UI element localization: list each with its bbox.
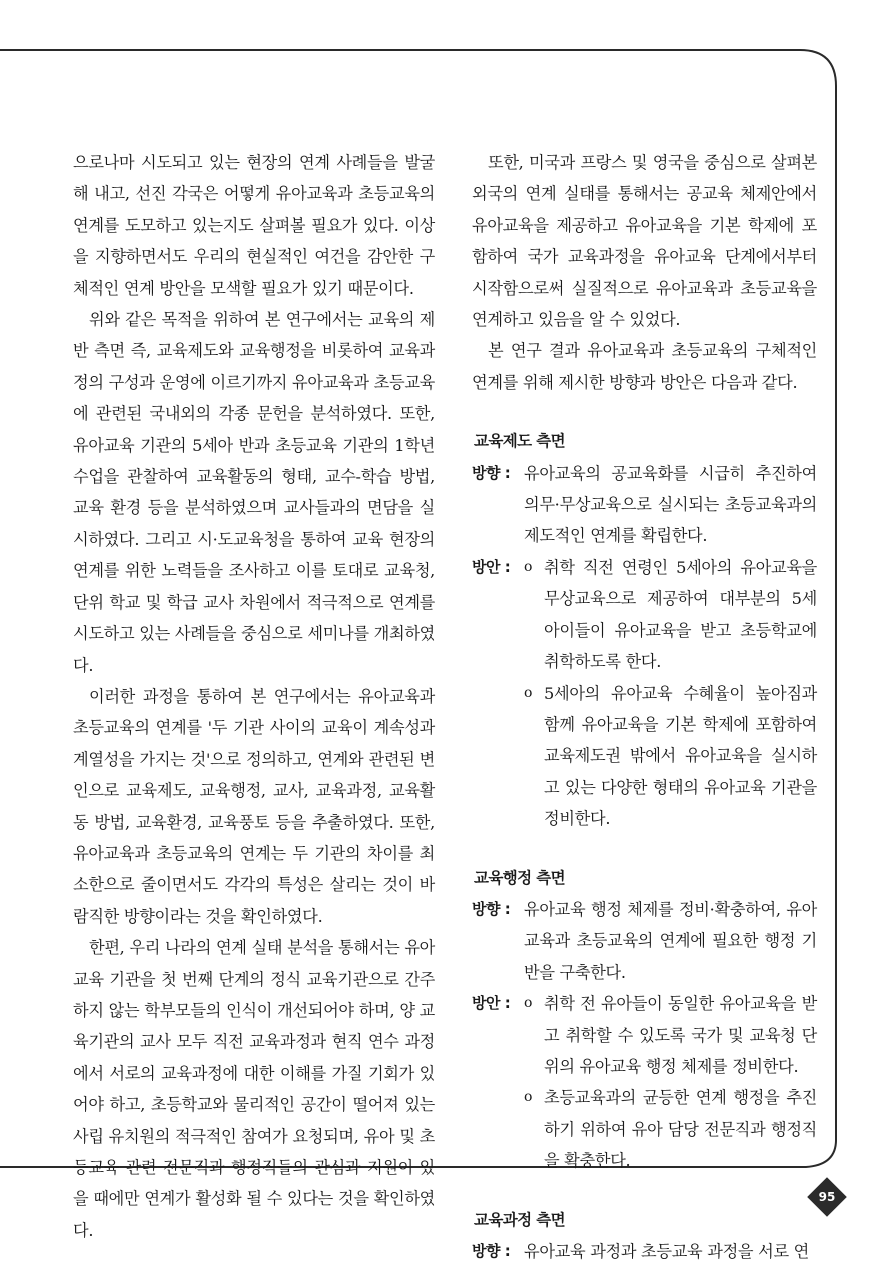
direction-text: 유아교육 과정과 초등교육 과정을 서로 연 bbox=[524, 1242, 809, 1261]
direction-item bbox=[472, 894, 817, 988]
right-column bbox=[472, 147, 817, 1267]
paragraph: 또한, 미국과 프랑스 및 영국을 중심으로 살펴본 외국의 연계 실태를 통해서는 공교육 체제안에서 유아교육을 제공하고 유아교육을 기본 학제에 포함하여 국가 교육과정을 유아교육 단계에서부터 시작함으로써 실질적으로 유아교육과 초등교육을 연계하고 있음을 알 수 있었다. bbox=[472, 153, 817, 330]
section-heading: 교육제도 측면 bbox=[474, 432, 566, 451]
left-column bbox=[73, 147, 435, 1246]
plan-item bbox=[472, 988, 817, 1176]
plan-bullet-item bbox=[524, 1082, 817, 1176]
plan-bullet-item bbox=[524, 552, 817, 678]
plan-text: 취학 전 유아들이 동일한 유아교육을 받고 취학할 수 있도록 국가 및 교육청 단위의 유아교육 행정 체제를 정비한다. bbox=[544, 994, 817, 1076]
section-heading: 교육행정 측면 bbox=[474, 868, 566, 887]
paragraph: 이러한 과정을 통하여 본 연구에서는 유아교육과 초등교육의 연계를 '두 기관 사이의 교육이 계속성과 계열성을 가지는 것'으로 정의하고, 연계와 관련된 변인으로 교육제도, 교육행정, 교사, 교육과정, 교육활동 방법, 교육환경, 교육풍토 등을 추출하였다. 또한, 유아교육과 초등교육의 연계는 두 기관의 차이를 최소한으로 줄이면서도 각각의 특성은 살리는 것이 바람직한 방향이라는 것을 확인하였다. bbox=[73, 686, 435, 926]
direction-text: 유아교육의 공교육화를 시급히 추진하여 의무·무상교육으로 실시되는 초등교육과의 제도적인 연계를 확립한다. bbox=[524, 463, 817, 546]
plan-bullet-item bbox=[524, 988, 817, 1082]
direction-text: 유아교육 행정 체제를 정비·확충하여, 유아교육과 초등교육의 연계에 필요한 행정 기반을 구축한다. bbox=[524, 899, 817, 982]
bullet-icon: o bbox=[524, 558, 533, 575]
bullet-icon: o bbox=[524, 1089, 533, 1106]
direction-item bbox=[472, 458, 817, 552]
section-heading: 교육과정 측면 bbox=[474, 1210, 566, 1229]
plan-label: 방안 : bbox=[472, 994, 511, 1013]
paragraph: 한편, 우리 나라의 연계 실태 분석을 통해서는 유아교육 기관을 첫 번째 단계의 정식 교육기관으로 간주하지 않는 학부모들의 인식이 개선되어야 하며, 양 교육기관의 교사 모두 직전 교육과정과 현직 연수 과정에서 서로의 교육과정에 대한 이해를 가질 기회가 있어야 하고, 초등학교와 물리적인 공간이 떨어져 있는 사립 유치원의 적극적인 참여가 요청되며, 유아 및 초등교육 관련 전문직과 행정직들의 관심과 지원이 있을 때에만 연계가 활성화 될 수 있다는 것을 확인하였다. bbox=[73, 938, 435, 1240]
paragraph: 으로나마 시도되고 있는 현장의 연계 사례들을 발굴해 내고, 선진 각국은 어떻게 유아교육과 초등교육의 연계를 도모하고 있는지도 살펴볼 필요가 있다. 이상을 지향하면서도 우리의 현실적인 여건을 감안한 구체적인 연계 방안을 모색할 필요가 있기 때문이다. bbox=[73, 153, 435, 298]
direction-label: 방향 : bbox=[472, 899, 511, 918]
plan-item bbox=[472, 552, 817, 835]
plan-text: 5세아의 유아교육 수혜율이 높아짐과 함께 유아교육을 기본 학제에 포함하여 교육제도권 밖에서 유아교육을 실시하고 있는 다양한 형태의 유아교육 기관을 정비한다. bbox=[544, 683, 817, 829]
direction-label: 방향 : bbox=[472, 463, 511, 482]
plan-text: 취학 직전 연령인 5세아의 유아교육을 무상교육으로 제공하여 대부분의 5세 아이들이 유아교육을 받고 초등학교에 취학하도록 한다. bbox=[544, 557, 817, 672]
plan-label: 방안 : bbox=[472, 557, 511, 576]
bullet-icon: o bbox=[524, 995, 533, 1012]
plan-text: 초등교육과의 균등한 연계 행정을 추진하기 위하여 유아 담당 전문직과 행정직을 확충한다. bbox=[544, 1088, 817, 1171]
page-number: 95 bbox=[818, 1190, 836, 1204]
paragraph: 위와 같은 목적을 위하여 본 연구에서는 교육의 제반 측면 즉, 교육제도와 교육행정을 비롯하여 교육과정의 구성과 운영에 이르기까지 유아교육과 초등교육에 관련된 국내외의 각종 문헌을 분석하였다. 또한, 유아교육 기관의 5세아 반과 초등교육 기관의 1학년 수업을 관찰하여 교육활동의 형태, 교수-학습 방법, 교육 환경 등을 분석하였으며 교사들과의 면담을 실시하였다. 그리고 시·도교육청을 통하여 교육 현장의 연계를 위한 노력들을 조사하고 이를 토대로 교육청, 단위 학교 및 학급 교사 차원에서 적극적으로 연계를 시도하고 있는 사례들을 중심으로 세미나를 개최하였다. bbox=[73, 310, 435, 675]
paragraph: 본 연구 결과 유아교육과 초등교육의 구체적인 연계를 위해 제시한 방향과 방안은 다음과 같다. bbox=[472, 341, 817, 392]
direction-label: 방향 : bbox=[472, 1242, 511, 1260]
bullet-icon: o bbox=[524, 684, 533, 701]
plan-bullet-item bbox=[524, 678, 817, 835]
